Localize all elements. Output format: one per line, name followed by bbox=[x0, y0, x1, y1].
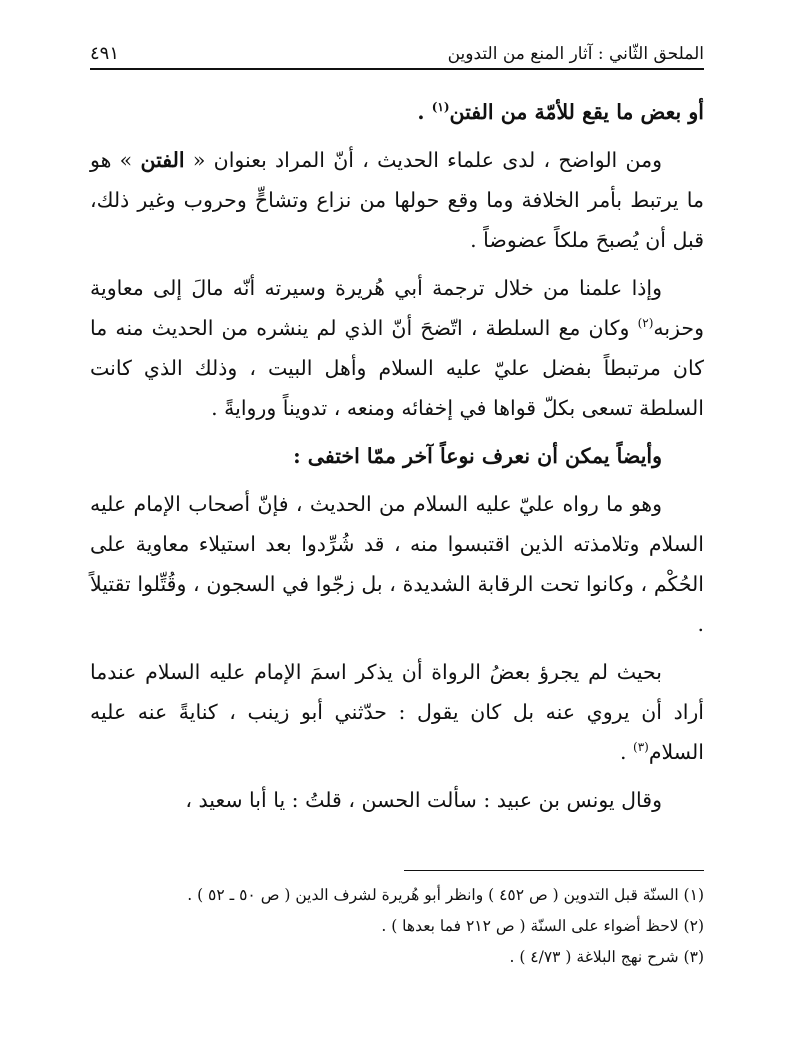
page-number: ٤٩١ bbox=[90, 43, 120, 64]
footnote-1: (١) السنّة قبل التدوين ( ص ٤٥٢ ) وانظر أبو هُريرة لشرف الدين ( ص ٥٠ ـ ٥٢ ) . bbox=[187, 886, 704, 904]
main-text bbox=[90, 92, 704, 820]
paragraph-5-text: بحيث لم يجرؤ بعضُ الرواة أن يذكر اسمَ الإمام عليه السلام عندما أراد أن يروي عنه بل كان يقول : حدّثني أبو زينب ، كنايةً عنه عليه السلام bbox=[90, 660, 704, 764]
book-page bbox=[90, 30, 704, 1020]
footnote-3: (٣) شرح نهج البلاغة ( ٤/٧٣ ) . bbox=[509, 948, 704, 966]
footnote-ref-1[interactable]: (١) bbox=[431, 100, 450, 115]
paragraph-1 bbox=[90, 92, 704, 132]
paragraph-3-text-b: وكان مع السلطة ، اتّضحَ أنّ الذي لم ينشره من الحديث منه ما كان مرتبطاً بفضل عليّ عليه السلام وأهل البيت ، وذلك الذي كانت السلطة تسعى بكلّ قواها في إخفائه ومنعه ، تدويناً وروايةً . bbox=[90, 316, 704, 420]
running-header bbox=[90, 30, 704, 70]
paragraph-3 bbox=[90, 268, 704, 428]
paragraph-3-text-a: وإذا علمنا من خلال ترجمة أبي هُريرة وسيرته أنّه مالَ إلى معاوية وحزبه bbox=[90, 276, 704, 340]
section-heading: وأيضاً يمكن أن نعرف نوعاً آخر ممّا اختفى : bbox=[293, 444, 662, 468]
footnote-ref-3[interactable]: (٣) bbox=[633, 740, 649, 755]
paragraph-5 bbox=[90, 652, 704, 772]
paragraph-2-text-a: ومن الواضح ، لدى علماء الحديث ، أنّ المراد بعنوان « bbox=[184, 148, 663, 172]
paragraph-1-end: . bbox=[417, 100, 432, 124]
paragraph-2-text-b: » هو ما يرتبط بأمر الخلافة وما وقع حولها من نزاع وتشاحٍّ وحروب وغير ذلك، قبل أن يُصبحَ ملكاً عضوضاً . bbox=[90, 148, 704, 252]
footnote-2: (٢) لاحظ أضواء على السنّة ( ص ٢١٢ فما بعدها ) . bbox=[381, 917, 704, 935]
header-title: الملحق الثّاني : آثار المنع من التدوين bbox=[447, 44, 704, 64]
footnote-divider bbox=[404, 870, 704, 871]
paragraph-6: وقال يونس بن عبيد : سألت الحسن ، قلتُ : يا أبا سعيد ، bbox=[185, 788, 662, 812]
paragraph-2 bbox=[90, 140, 704, 260]
paragraph-4: وهو ما رواه عليّ عليه السلام من الحديث ، فإنّ أصحاب الإمام عليه السلام وتلامذته الذين اقتبسوا منه ، قد شُرِّدوا بعد استيلاء معاوية على الحُكْم ، وكانوا تحت الرقابة الشديدة ، بل زجّوا في السجون ، وقُتِّلوا تقتيلاً . bbox=[90, 492, 704, 636]
paragraph-1-text: أو بعض ما يقع للأمّة من الفتن bbox=[449, 100, 704, 124]
footnotes bbox=[90, 880, 704, 973]
footnote-ref-2[interactable]: (٢) bbox=[637, 316, 654, 331]
paragraph-5-end: . bbox=[619, 740, 634, 764]
paragraph-2-bold-term: الفتن bbox=[140, 148, 185, 172]
